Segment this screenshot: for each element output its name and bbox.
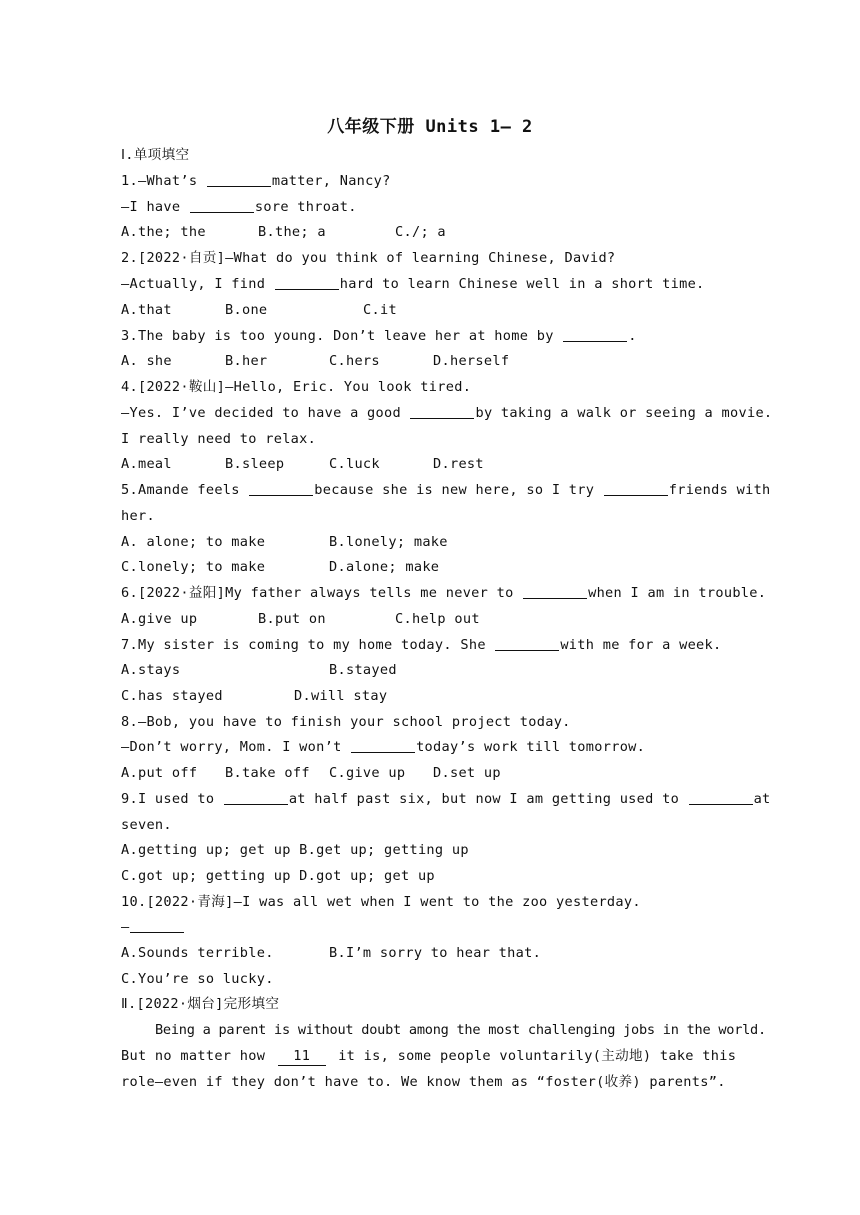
question-1: 1.—What’s matter, Nancy? (121, 173, 391, 189)
option-d: D.will stay (294, 688, 388, 704)
question-10-response: — (121, 918, 185, 936)
section-heading: Ⅰ.单项填空 (121, 147, 190, 163)
question-9-options-row2: C.got up; getting up D.got up; get up (121, 868, 435, 884)
answer-blank (495, 649, 559, 651)
answer-blank (689, 803, 753, 805)
option-c: C.it (363, 302, 397, 318)
question-8: 8.—Bob, you have to finish your school project today. (121, 714, 571, 730)
question-6: 6.[2022·益阳]My father always tells me never to when I am in trouble. (121, 585, 767, 601)
question-9: 9.I used to at half past six, but now I am getting used to at (121, 791, 771, 807)
option-a: A. she (121, 353, 172, 369)
question-9-continued: seven. (121, 817, 172, 833)
option-c: C.help out (395, 611, 480, 627)
passage-line: But no matter how 11 it is, some people voluntarily(主动地) take this (121, 1048, 737, 1064)
answer-blank (523, 597, 587, 599)
question-4-response: —Yes. I’ve decided to have a good by taking a walk or seeing a movie. (121, 405, 773, 421)
option-c: C./; a (395, 224, 446, 240)
answer-blank (604, 494, 668, 496)
question-10-options-row2: C.You’re so lucky. (121, 971, 274, 987)
option-a: A.that (121, 302, 172, 318)
answer-blank (563, 340, 627, 342)
question-7-options-row2 (121, 687, 387, 705)
option-b: B.stayed (329, 662, 397, 678)
option-a: A.the; the (121, 224, 206, 240)
option-d: D.alone; make (329, 559, 440, 575)
question-5-continued: her. (121, 508, 155, 524)
passage-line: role—even if they don’t have to. We know them as “foster(收养) parents”. (121, 1074, 726, 1090)
option-c: C.lonely; to make (121, 559, 266, 575)
answer-blank (351, 751, 415, 753)
question-5: 5.Amande feels because she is new here, so I try friends with (121, 482, 771, 498)
question-2-response: —Actually, I find hard to learn Chinese well in a short time. (121, 276, 705, 292)
answer-blank (207, 185, 271, 187)
cloze-blank-number: 11 (278, 1047, 326, 1066)
option-b: B.take off (225, 765, 310, 781)
option-a: A.stays (121, 662, 181, 678)
question-1-options (121, 223, 446, 241)
question-10-options-row1 (121, 944, 541, 962)
option-a: A.give up (121, 611, 198, 627)
option-c: C.give up (329, 765, 406, 781)
answer-blank (410, 417, 474, 419)
question-8-response: —Don’t worry, Mom. I won’t today’s work till tomorrow. (121, 739, 646, 755)
option-b: B.I’m sorry to hear that. (329, 945, 542, 961)
question-7: 7.My sister is coming to my home today. She with me for a week. (121, 637, 722, 653)
passage-line: Being a parent is without doubt among the most challenging jobs in the world. (155, 1022, 766, 1038)
option-d: D.herself (433, 353, 510, 369)
option-c: C.luck (329, 456, 380, 472)
option-a: A.put off (121, 765, 198, 781)
question-4-options (121, 455, 484, 473)
option-b: B.her (225, 353, 268, 369)
answer-blank (130, 931, 184, 933)
answer-blank (275, 288, 339, 290)
option-b: B.sleep (225, 456, 285, 472)
question-4-continued: I really need to relax. (121, 431, 317, 447)
question-1-response: —I have sore throat. (121, 199, 357, 215)
option-d: D.set up (433, 765, 501, 781)
option-a: A. alone; to make (121, 534, 266, 550)
answer-blank (224, 803, 288, 805)
question-3: 3.The baby is too young. Don’t leave her at home by . (121, 328, 637, 344)
question-9-options-row1: A.getting up; get up B.get up; getting up (121, 842, 469, 858)
option-b: B.one (225, 302, 268, 318)
question-5-options-row2 (121, 558, 439, 576)
option-a: A.meal (121, 456, 172, 472)
option-c: C.hers (329, 353, 380, 369)
question-2: 2.[2022·自贡]—What do you think of learning Chinese, David? (121, 250, 616, 266)
option-b: B.lonely; make (329, 534, 448, 550)
answer-blank (190, 211, 254, 213)
question-3-options (121, 352, 509, 370)
question-6-options (121, 610, 480, 628)
page-title: 八年级下册 Units 1— 2 (327, 117, 533, 137)
option-b: B.put on (258, 611, 326, 627)
question-8-options (121, 764, 501, 782)
option-c: C.has stayed (121, 688, 223, 704)
option-d: D.rest (433, 456, 484, 472)
question-7-options-row1 (121, 661, 397, 679)
option-a: A.Sounds terrible. (121, 945, 274, 961)
question-10: 10.[2022·青海]—I was all wet when I went to the zoo yesterday. (121, 894, 641, 910)
section-heading: Ⅱ.[2022·烟台]完形填空 (121, 996, 280, 1012)
question-4: 4.[2022·鞍山]—Hello, Eric. You look tired. (121, 379, 472, 395)
question-2-options (121, 301, 397, 319)
option-b: B.the; a (258, 224, 326, 240)
question-5-options-row1 (121, 533, 448, 551)
answer-blank (249, 494, 313, 496)
